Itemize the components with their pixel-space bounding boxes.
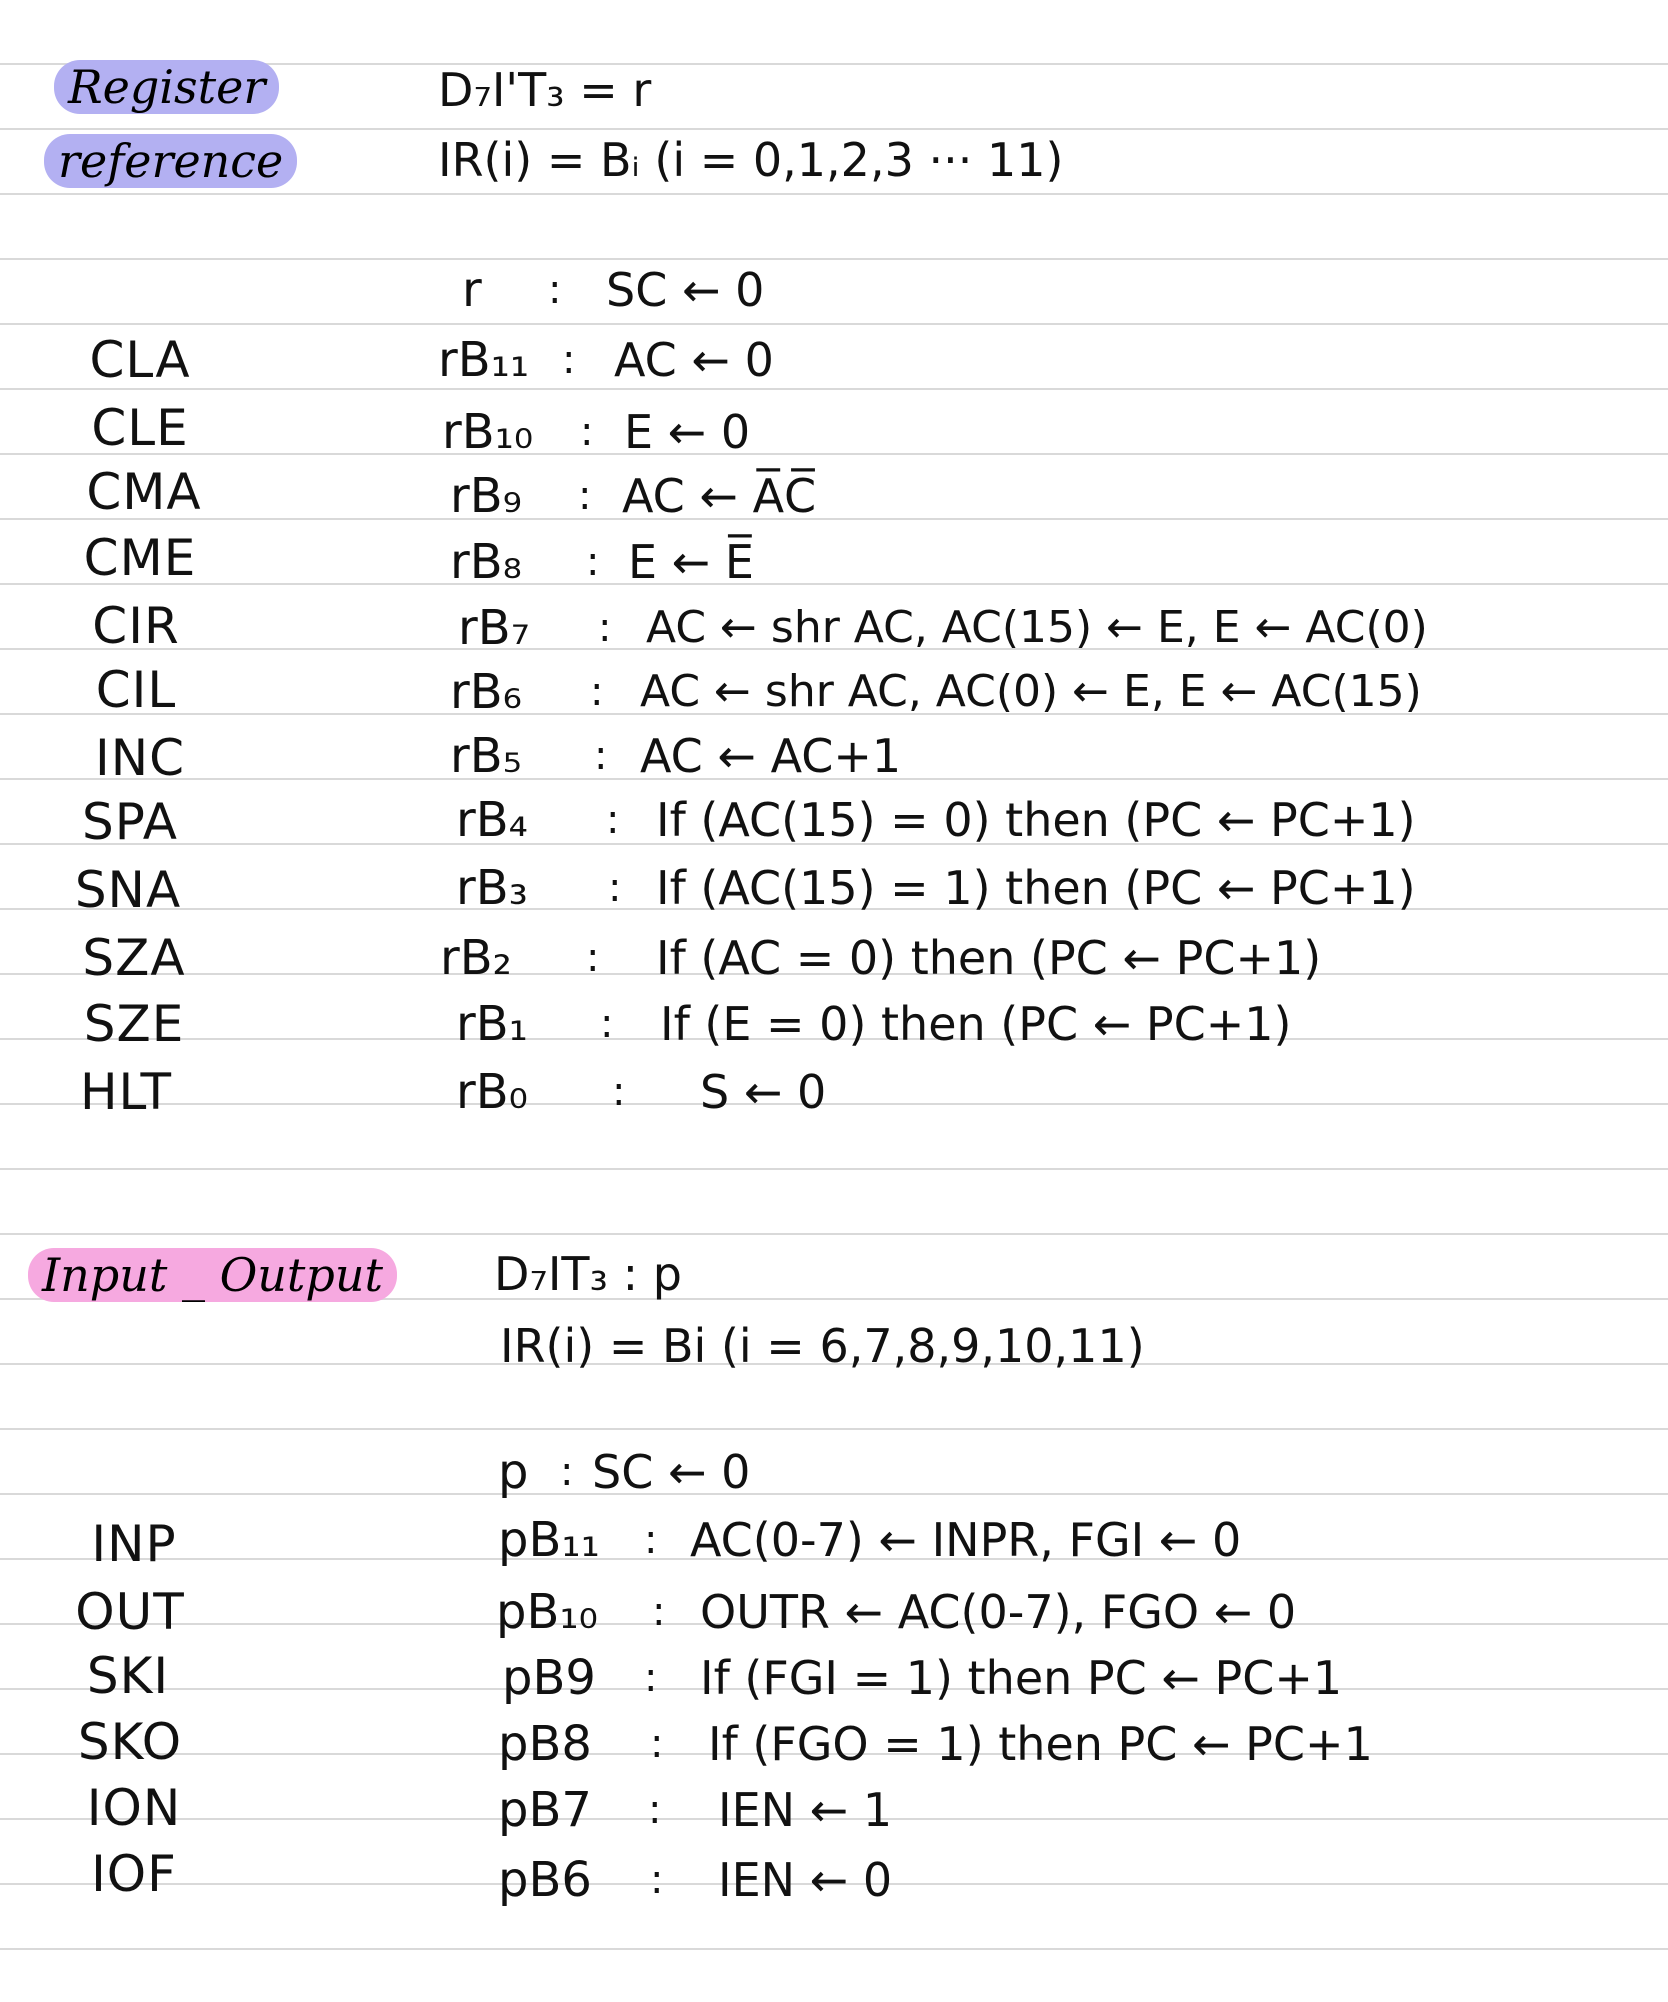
mnemonic-spa: SPA xyxy=(82,793,178,851)
io-formula-bits: IR(i) = Bi (i = 6,7,8,9,10,11) xyxy=(500,1319,1145,1373)
row-operation: IEN ← 1 xyxy=(718,1783,893,1837)
row-operation: E ← E̅ xyxy=(628,535,754,589)
row-operation: AC ← shr AC, AC(0) ← E, E ← AC(15) xyxy=(640,666,1422,717)
row-operation: AC(0-7) ← INPR, FGI ← 0 xyxy=(690,1513,1242,1567)
row-operation: OUTR ← AC(0-7), FGO ← 0 xyxy=(700,1585,1297,1639)
row-operation: AC ← AC+1 xyxy=(640,729,902,783)
row-condition: rB₆ xyxy=(450,664,522,720)
row-operation: AC ← shr AC, AC(15) ← E, E ← AC(0) xyxy=(646,602,1428,653)
row-operation: E ← 0 xyxy=(624,405,751,459)
row-colon: : xyxy=(644,1517,658,1563)
io-init-cond: p xyxy=(498,1444,529,1500)
io-formula-decode: D₇IT₃ : p xyxy=(494,1247,682,1301)
row-colon: : xyxy=(586,935,600,981)
row-colon: : xyxy=(562,337,576,383)
row-condition: rB₁ xyxy=(456,996,528,1052)
row-condition: rB₀ xyxy=(456,1064,528,1120)
register-init-cond: r xyxy=(462,262,482,318)
row-colon: : xyxy=(586,539,600,585)
row-operation: If (AC(15) = 0) then (PC ← PC+1) xyxy=(656,793,1416,847)
mnemonic-sko: SKO xyxy=(77,1713,183,1771)
row-condition: pB7 xyxy=(498,1782,592,1838)
mnemonic-sza: SZA xyxy=(82,929,186,987)
mnemonic-cle: CLE xyxy=(91,399,189,457)
row-operation: IEN ← 0 xyxy=(718,1853,893,1907)
mnemonic-ion: ION xyxy=(86,1779,182,1837)
row-condition: pB6 xyxy=(498,1852,592,1908)
mnemonic-cme: CME xyxy=(83,529,197,587)
row-colon: : xyxy=(612,1069,626,1115)
row-colon: : xyxy=(578,473,592,519)
register-label-line1: Register xyxy=(54,60,279,114)
io-init-op: SC ← 0 xyxy=(592,1445,751,1499)
register-formula-bits: IR(i) = Bᵢ (i = 0,1,2,3 ··· 11) xyxy=(438,133,1064,187)
row-colon: : xyxy=(650,1857,664,1903)
row-colon: : xyxy=(600,1001,614,1047)
row-operation: AC ← A̅C̅ xyxy=(622,469,817,523)
row-condition: pB9 xyxy=(502,1650,596,1706)
mnemonic-cir: CIR xyxy=(92,597,180,655)
row-condition: rB₉ xyxy=(450,468,522,524)
register-formula-decode: D₇I'T₃ = r xyxy=(438,63,652,117)
io-init-colon: : xyxy=(560,1449,574,1495)
row-condition: rB₇ xyxy=(458,600,530,656)
row-condition: rB₁₀ xyxy=(442,404,534,460)
row-operation: If (FGO = 1) then PC ← PC+1 xyxy=(708,1717,1373,1771)
mnemonic-inc: INC xyxy=(94,729,186,787)
row-condition: pB8 xyxy=(498,1716,592,1772)
row-colon: : xyxy=(606,797,620,843)
row-condition: rB₃ xyxy=(456,860,528,916)
mnemonic-cil: CIL xyxy=(95,661,177,719)
row-colon: : xyxy=(650,1721,664,1767)
mnemonic-cla: CLA xyxy=(89,331,191,389)
row-colon: : xyxy=(644,1655,658,1701)
row-colon: : xyxy=(594,733,608,779)
row-condition: pB₁₁ xyxy=(498,1512,600,1568)
row-operation: If (FGI = 1) then PC ← PC+1 xyxy=(700,1651,1343,1705)
row-condition: rB₄ xyxy=(456,792,528,848)
row-operation: AC ← 0 xyxy=(614,333,774,387)
row-condition: rB₁₁ xyxy=(438,332,530,388)
register-init-colon: : xyxy=(548,267,562,313)
row-operation: If (AC = 0) then (PC ← PC+1) xyxy=(656,931,1322,985)
mnemonic-inp: INP xyxy=(91,1515,177,1573)
mnemonic-cma: CMA xyxy=(86,463,202,521)
mnemonic-sze: SZE xyxy=(83,995,185,1053)
mnemonic-iof: IOF xyxy=(91,1845,177,1903)
row-colon: : xyxy=(580,409,594,455)
row-operation: If (E = 0) then (PC ← PC+1) xyxy=(660,997,1292,1051)
row-colon: : xyxy=(598,605,612,651)
row-condition: rB₅ xyxy=(450,728,522,784)
row-operation: If (AC(15) = 1) then (PC ← PC+1) xyxy=(656,861,1416,915)
register-init-op: SC ← 0 xyxy=(606,263,765,317)
register-label-line2: reference xyxy=(44,134,297,188)
mnemonic-ski: SKI xyxy=(86,1647,170,1705)
row-colon: : xyxy=(608,865,622,911)
mnemonic-out: OUT xyxy=(75,1583,185,1641)
mnemonic-sna: SNA xyxy=(74,861,182,919)
row-colon: : xyxy=(652,1589,666,1635)
row-condition: rB₈ xyxy=(450,534,522,590)
row-operation: S ← 0 xyxy=(700,1065,827,1119)
row-condition: rB₂ xyxy=(440,930,512,986)
row-colon: : xyxy=(648,1787,662,1833)
mnemonic-hlt: HLT xyxy=(79,1063,173,1121)
row-condition: pB₁₀ xyxy=(496,1584,598,1640)
row-colon: : xyxy=(590,669,604,715)
io-label: Input _ Output xyxy=(28,1248,397,1302)
